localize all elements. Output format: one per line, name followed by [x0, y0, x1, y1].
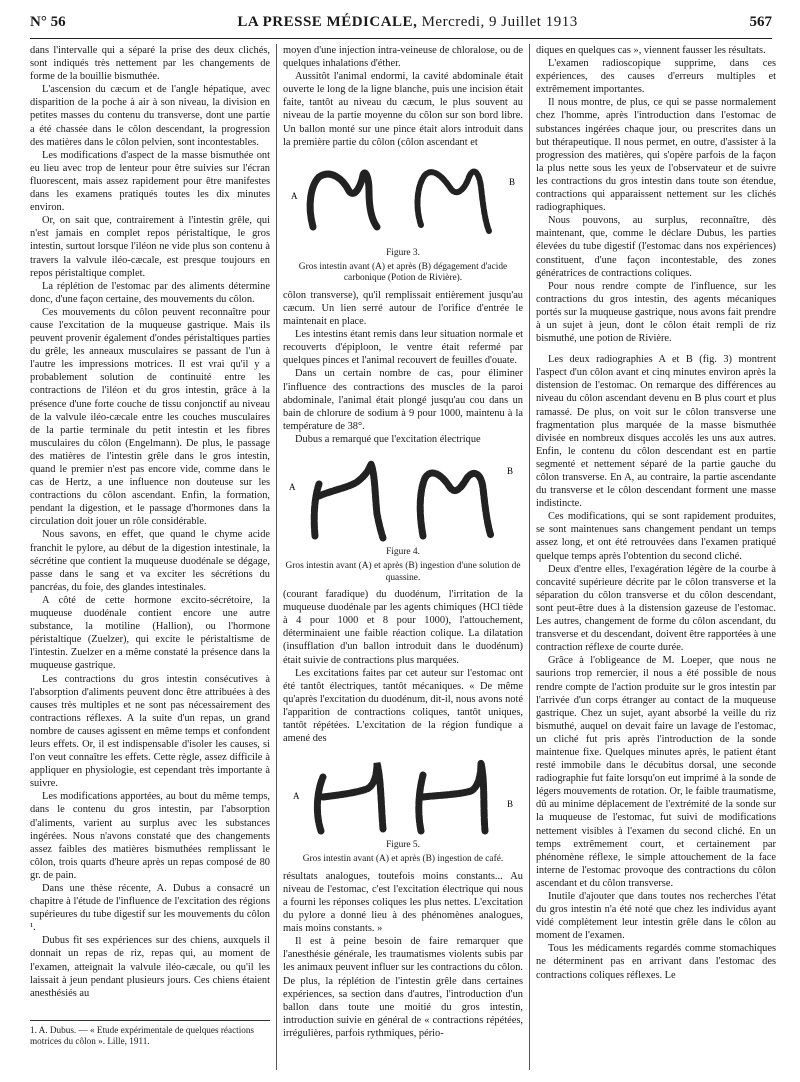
- paragraph: Les contractions du gros intestin consécutives à l'absorption d'aliments peuvent donc être attribuées à des causes très multiples et ne sont pas nécessairement des contractions réflexes. A la suite d'un repas, un grand nombre de causes agissent en même temps et confondent leurs effets. Or, il est indispensable d'isoler les causes, si l'on veut connaître les effets. Cette règle, assez difficile à appliquer en physiologie, est cependant très importante à suivre.: [30, 673, 270, 790]
- paragraph: Nous pouvons, au surplus, reconnaître, dès maintenant, que, comme le déclare Dubus, les parties élevées du tube digestif (l'estomac dans nos expériences) constituent, d'une façon incontestable, des zones génératrices de contractions coliques.: [536, 215, 776, 279]
- paragraph: Dans une thèse récente, A. Dubus a consacré un chapitre à l'étude de l'influence de l'excitation des régions supérieures du tube digestif sur les mouvements du côlon ¹.: [30, 883, 270, 934]
- paragraph: Dans un certain nombre de cas, pour éliminer l'influence des contractions des muscles de la paroi abdominale, l'animal était plongé jusqu'au cou dans un bain de chlorure de sodium à 9 pour 1000, maintenu à la température de 38°.: [283, 368, 523, 432]
- paragraph: dans l'intervalle qui a séparé la prise des deux clichés, sont indiqués très nettement par les changements de forme de la bouillie bismuthée.: [30, 45, 270, 83]
- paragraph: résultats analogues, toutefois moins constants... Au niveau de l'estomac, c'est l'excitation électrique qui nous a fourni les réponses coliques les plus nettes. L'excitation du pylore a donné lieu à des phénomènes analogues, mais moins constants. »: [283, 870, 523, 935]
- colon-b-shape: [420, 473, 491, 536]
- paragraph: L'ascension du cæcum et de l'angle hépatique, avec disparition de la poche à air à son niveau, la division en petites masses du contenu du transverse, dont une partie a été chassée dans le côlon descendant, la progression des matières dans le côlon pelvien, sont incontestables.: [30, 84, 270, 148]
- figure-3-caption: Gros intestin avant (A) et après (B) dégagement d'acide carbonique (Potion de Rivière).: [298, 261, 508, 284]
- paragraph: Deux d'entre elles, l'exagération légère de la courbe à concavité supérieure décrite par le côlon transverse et la séparation du côlon transverse et du côlon descendant, sont peut-être dues à la distension gazeuse de l'estomac. Les autres, changement de forme du côlon ascendant, du transverse et du descendant, doivent être rapportées à une contraction réflexe de courte durée.: [536, 563, 776, 654]
- page-header: [30, 14, 772, 36]
- paragraph: Dubus a remarqué que l'excitation électrique: [295, 433, 481, 445]
- figure-4-label-a: A: [289, 481, 296, 492]
- issue-number: N° 56: [30, 14, 66, 30]
- issue-date: Mercredi, 9 Juillet 1913: [421, 14, 578, 30]
- paragraph: Pour nous rendre compte de l'influence, sur les contractions du gros intestin, des agents mécaniques portés sur la muqueuse gastrique, nous avons fait prendre à un sujet à jeun, dont le côlon était rempli de riz bismuthé, une potion de Rivière.: [536, 280, 776, 345]
- paragraph: côlon transverse), qu'il remplissait entièrement jusqu'au cæcum. Un lien serré autour de l'orifice d'entrée le maintenait en place.: [283, 289, 523, 328]
- paragraph: Ces mouvements du côlon peuvent reconnaître pour cause l'excitation de la muqueuse gastrique. Mais ils peuvent provenir également d'ondes péristaltiques parties du grêle, les anneaux musculaires se passant de l'un à l'autre les impressions motrices. Il est vrai qu'il y a probablement solution de continuité entre les contractions de l'iléon et du gros intestin, grâce à la présence d'une forte couche de tissu conjonctif au niveau de la valvule iléo-cæcale entre les couches musculaires de la partie terminale du petit intestin et les fibres musculaires du côlon (Engelmann). De plus, le passage des matières de l'intestin grêle dans le gros intestin, quand le premier n'est pas encore vide, comme dans le cas de Hertz, a une influence non douteuse sur les contractions du côlon ascendant. Enfin, la formation, pendant la digestion, et le passage d'hormones dans la circulation doit jouer un rôle considérable.: [30, 306, 270, 528]
- paragraph: Les modifications apportées, au bout du même temps, dans le contenu du gros intestin, par l'absorption d'aliments, varient au surplus avec les substances ingérées. Nous n'avons constaté que des changements assez faibles des matières bismuthées remplissant le côlon, trois quarts d'heure après un repas composé de 80 gr. de pain.: [30, 791, 270, 881]
- paragraph: L'examen radioscopique supprime, dans ces expériences, des causes d'erreurs multiples et extrêmement importantes.: [536, 58, 776, 96]
- paragraph: Aussitôt l'animal endormi, la cavité abdominale était ouverte le long de la ligne blanche, puis une incision était faite, tantôt au niveau du cæcum, le plus souvent au niveau de la partie moyenne du côlon sur son bord libre. Un ballon monté sur une pince était alors introduit dans la première partie du côlon (côlon ascendant et: [283, 71, 523, 148]
- paragraph: Les intestins étant remis dans leur situation normale et recouverts d'épiploon, le ventre était refermé par quelques pinces et l'animal recouvert de feuilles d'ouate.: [283, 329, 523, 367]
- figure-5-label-b: B: [507, 799, 514, 810]
- figure-3-title: Figure 3.: [386, 247, 420, 258]
- figure-5-radiograph: [285, 751, 521, 837]
- figure-4-caption: Gros intestin avant (A) et après (B) ingestion d'une solution de quassine.: [285, 561, 521, 583]
- header-rule: [30, 38, 772, 39]
- column-divider: [529, 44, 530, 1070]
- journal-name: LA PRESSE MÉDICALE,: [237, 14, 418, 30]
- journal-title: [237, 14, 577, 31]
- figure-5-label-a: A: [293, 791, 300, 802]
- paragraph: Les modifications d'aspect de la masse bismuthée ont eu lieu avec trop de lenteur pour être suivies sur l'écran fluorescent, mais assez rapidement pour être manifestes dans les examens pratiqués toutes les dix minutes environ.: [30, 149, 270, 214]
- figure-5: [283, 751, 523, 866]
- paragraph: Nous savons, en effet, que quand le chyme acide franchit le pylore, au début de la digestion intestinale, la sécrétine que contient la muqueuse duodénale se dégage, passe dans le sang et va exciter les sécrétions du pancréas, du foie, des glandes intestinales.: [30, 529, 270, 593]
- figure-4-title: Figure 4.: [386, 546, 420, 557]
- paragraph: Ces modifications, qui se sont rapidement produites, se sont maintenues sans changement pendant un temps assez long, et ont été retrouvées dans l'examen pratiqué quelque temps après l'obtention du second cliché.: [536, 511, 776, 562]
- paragraph: Tous les médicaments regardés comme stomachiques ne déterminent pas en arrivant dans l'estomac des contractions coliques réflexes. Le: [536, 943, 776, 981]
- colon-b-shape: [419, 763, 485, 831]
- figure-4-label-b: B: [507, 465, 514, 476]
- footnote: 1. A. Dubus. — « Etude expérimentale de quelques réactions motrices du côlon ». Lille, 1911.: [30, 1020, 270, 1047]
- paragraph: Les deux radiographies A et B (fig. 3) montrent l'aspect d'un côlon avant et cinq minutes environ après la distension de l'estomac. On remarque des différences au niveau du côlon ascendant devenu en B plus court et plus ramassé. De plus, on voit sur le côlon transverse une fragmentation plus marquée de la masse bismuthée divisée en nombreux disques accolés les uns aux autres. Enfin, le contenu du côlon descendant est en partie segmenté et nettement séparé de la partie gauche du côlon transverse. En A, au contraire, la partie ascendante du transverse et le côlon descendant forment une masse indistincte.: [536, 354, 776, 510]
- colon-a-shape: [314, 464, 383, 538]
- figure-5-caption: Gros intestin avant (A) et après (B) ingestion de café.: [302, 854, 504, 865]
- paragraph: Les excitations faites par cet auteur sur l'estomac ont été tantôt électriques, tantôt mécaniques. « De même qu'après l'excitation du duodénum, dit-il, nous avons noté l'apparition de contractions coliques, tantôt uniques, tantôt répétées. L'excitation de la région fundique a amené des: [283, 667, 523, 745]
- figure-4-radiograph: [285, 452, 521, 544]
- paragraph: La réplétion de l'estomac par des aliments détermine donc, d'une façon certaine, des mouvements du côlon.: [30, 280, 270, 305]
- spacer: [536, 345, 776, 353]
- paragraph: Or, on sait que, contrairement à l'intestin grêle, qui n'est jamais en complet repos péristaltique, le gros intestin, surtout lorsque l'iléon ne vide plus son contenu à travers la valvule iléo-cæcale, est presque toujours en repos péristaltique complet.: [30, 215, 270, 279]
- paragraph: Dubus fit ses expériences sur des chiens, auxquels il donnait un repas de riz, repas qui, au moment de l'examen, atteignait la valvule iléo-cæcale, ou qu'il les laissait à jeun pendant plusieurs jours. Ces chiens étaient anesthésiés au: [30, 935, 270, 999]
- paragraph: Grâce à l'obligeance de M. Loeper, que nous ne saurions trop remercier, il nous a été possible de nous rendre compte de l'action produite sur le gros intestin par l'arrivée d'un corps étranger au contact de la muqueuse gastrique. Chez un sujet, ayant absorbé la veille du riz bismuthé, auquel on devait faire un lavage de l'estomac, un cliché fut pris après l'introduction de la sonde maintenue fixe. Quelques minutes après, le patient étant resté immobile dans le décubitus dorsal, une seconde radiographie fut faite lorsqu'on eut imprimé à la sonde de légers mouvements de rotation. Or, le faible traumatisme, dû au minime déplacement de l'extrémité de la sonde sur la muqueuse de l'estomac, fut suivi de modifications nettement visibles à l'examen du second cliché. En un temps extrêmement court, et certainement par phénomène réflexe, le simple attouchement de la face interne de l'estomac provoque des contractions du côlon ascendant et du côlon transverse.: [536, 655, 776, 889]
- figure-5-title: Figure 5.: [386, 840, 420, 851]
- paragraph: Inutile d'ajouter que dans toutes nos recherches l'état du gros intestin n'a été noté que chez les individus ayant vidé complètement leur intestin grêle dans le côlon au moment de l'examen.: [536, 891, 776, 942]
- figure-4: [283, 452, 523, 584]
- column-divider: [276, 44, 277, 1070]
- paragraph: Il est à peine besoin de faire remarquer que l'anesthésie générale, les traumatismes violents subis par les animaux peuvent influer sur les contractions du côlon. De plus, la réplétion de l'intestin grêle dans certaines expériences, sa section dans d'autres, l'introduction d'un ballon dans toute une moitié du gros intestin, introduction suivie en général de « contractions répétées, irrégulières, parfois rythmiques, pério-: [283, 936, 523, 1039]
- page-number: 567: [749, 14, 772, 30]
- figure-3-label-b: B: [509, 176, 516, 187]
- figure-3-label-a: A: [291, 190, 298, 201]
- column-3: [536, 44, 776, 982]
- figure-3: [283, 155, 523, 285]
- paragraph: A côté de cette hormone excito-sécrétoire, la muqueuse duodénale contient encore une autre substance, la motiline (Hallion), ou l'hormone péristaltique (Zuelzer), qui excite le péristaltisme de l'intestin. Zuelzer en a même constaté la présence dans la muqueuse gastrique.: [30, 594, 270, 672]
- colon-a-shape: [310, 173, 377, 227]
- column-1: [30, 44, 270, 1000]
- figure-3-radiograph: [285, 155, 521, 245]
- colon-b-shape: [418, 171, 489, 230]
- paragraph: Il nous montre, de plus, ce qui se passe normalement chez l'homme, après l'introduction dans l'estomac de substances ingérées chaque jour, ou prescrites dans un but thérapeutique. Il nous permet, en outre, d'assister à la progression des matières, qui s'opère parfois de la façon la plus nette sous les yeux de l'observateur et de suivre les contractions du gros intestin dans toute son étendue, contractions qui apparaissent nettement sur les clichés radiographiques.: [536, 97, 776, 214]
- column-2: [283, 44, 523, 1040]
- paragraph: diques en quelques cas », viennent fausser les résultats.: [536, 45, 766, 56]
- paragraph: moyen d'une injection intra-veineuse de chloralose, ou de quelques inhalations d'éther.: [283, 45, 523, 70]
- colon-a-shape: [317, 763, 383, 831]
- paragraph: (courant faradique) du duodénum, l'irritation de la muqueuse duodénale par les agents chimiques (HCl tiède à 4 pour 1000 et 8 pour 1000), l'attouchement, déterminaient une faible réaction colique. La dilatation (insufflation d'un ballon introduit dans le duodénum) était suivie de contractions plus marquées.: [283, 589, 523, 666]
